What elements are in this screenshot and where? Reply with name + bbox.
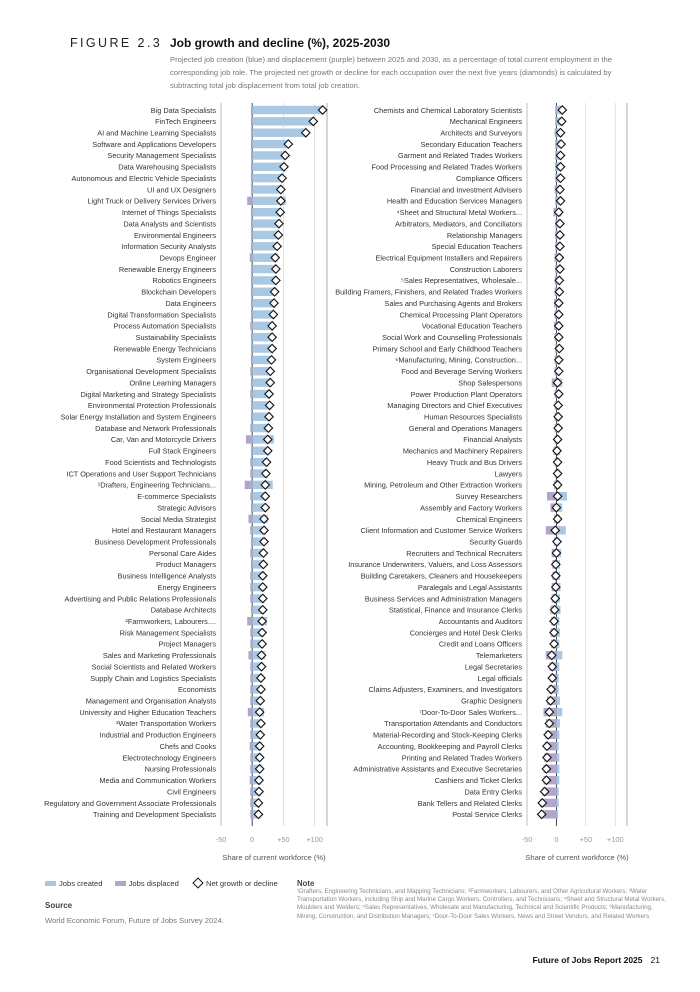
category-label: Data Engineers xyxy=(165,298,216,308)
category-label: Business Development Professionals xyxy=(94,537,216,547)
category-label: ¹Drafters, Engineering Technicians... xyxy=(97,480,216,490)
category-label: Training and Development Specialists xyxy=(92,810,216,820)
category-label: Statistical, Finance and Insurance Clerks xyxy=(388,605,522,615)
x-axis-label: Share of current workforce (%) xyxy=(525,853,629,862)
displaced-bar xyxy=(250,742,252,750)
category-label: Concierges and Hotel Desk Clerks xyxy=(409,628,522,638)
displaced-bar xyxy=(555,106,556,114)
created-bar xyxy=(556,697,560,705)
created-bar xyxy=(556,765,559,773)
displaced-bar xyxy=(250,765,252,773)
displaced-bar xyxy=(251,606,252,614)
category-label: Economists xyxy=(178,685,216,695)
category-label: Robotics Engineers xyxy=(152,276,216,286)
category-label: Civil Engineers xyxy=(167,787,216,797)
category-label: Process Automation Specialists xyxy=(113,321,216,331)
category-label: ICT Operations and User Support Technicians xyxy=(66,469,216,479)
category-label: Accounting, Bookkeeping and Payroll Clerks xyxy=(377,741,522,751)
displaced-bar xyxy=(250,628,252,636)
category-label: Blockchain Developers xyxy=(141,287,216,297)
figure-title: Job growth and decline (%), 2025-2030 xyxy=(170,36,391,50)
displaced-bar xyxy=(251,413,252,421)
displaced-bar xyxy=(245,481,252,489)
displaced-bar xyxy=(250,594,252,602)
displaced-bar xyxy=(251,299,252,307)
category-label: Graphic Designers xyxy=(461,696,522,706)
legend-created-swatch xyxy=(45,881,56,886)
legend-created-label: Jobs created xyxy=(59,878,103,888)
displaced-bar xyxy=(250,662,252,670)
category-label: Media and Communication Workers xyxy=(99,776,216,786)
category-label: Database and Network Professionals xyxy=(95,423,216,433)
displaced-bar xyxy=(250,572,252,580)
displaced-bar xyxy=(250,458,252,466)
category-label: Environmental Engineers xyxy=(133,230,216,240)
category-label: Building Framers, Finishers, and Related Trades Workers xyxy=(335,287,522,297)
category-label: Compliance Officers xyxy=(456,173,522,183)
displaced-bar xyxy=(251,140,252,148)
displaced-bar xyxy=(246,435,252,443)
category-label: Survey Researchers xyxy=(455,492,522,502)
category-label: Health and Education Services Managers xyxy=(386,196,522,206)
displaced-bar xyxy=(251,344,252,352)
category-label: Food and Beverage Serving Workers xyxy=(401,367,522,377)
displaced-bar xyxy=(555,117,556,125)
category-label: Renewable Energy Engineers xyxy=(118,264,216,274)
displaced-bar xyxy=(250,674,252,682)
legend-net-label: Net growth or decline xyxy=(205,878,278,888)
displaced-bar xyxy=(250,787,252,795)
category-label: Human Resources Specialists xyxy=(424,412,522,422)
category-label: Building Caretakers, Cleaners and Housekeepers xyxy=(360,571,522,581)
category-label: Transportation Attendants and Conductors xyxy=(384,719,522,729)
displaced-bar xyxy=(251,276,252,284)
category-label: Food Processing and Related Trades Workers xyxy=(371,162,522,172)
displaced-bar xyxy=(250,719,252,727)
category-label: Financial Analysts xyxy=(463,435,522,445)
category-label: University and Higher Education Teachers xyxy=(79,707,216,717)
category-label: Security Guards xyxy=(469,537,522,547)
displaced-bar xyxy=(250,685,252,693)
displaced-bar xyxy=(251,356,252,364)
category-label: System Engineers xyxy=(156,355,216,365)
created-bar xyxy=(556,685,558,693)
category-label: General and Operations Managers xyxy=(408,423,522,433)
category-label: ³Water Transportation Workers xyxy=(116,719,216,729)
displaced-bar xyxy=(251,333,252,341)
category-label: Online Learning Managers xyxy=(129,378,216,388)
category-label: Organisational Development Specialists xyxy=(86,367,216,377)
category-label: ⁵Sales Representatives, Wholesale... xyxy=(400,276,522,286)
displaced-bar xyxy=(250,367,252,375)
category-label: Industrial and Production Engineers xyxy=(99,730,216,740)
category-label: Cashiers and Ticket Clerks xyxy=(434,776,522,786)
x-tick-label: +100 xyxy=(606,835,624,844)
category-label: Bank Tellers and Related Clerks xyxy=(417,798,522,808)
displaced-bar xyxy=(250,549,252,557)
displaced-bar xyxy=(251,129,252,137)
created-bar xyxy=(556,799,558,807)
diamond-icon xyxy=(192,878,203,889)
figure-label: FIGURE 2.3 xyxy=(70,36,163,50)
category-label: Product Managers xyxy=(155,560,216,570)
category-label: ⁴Sheet and Structural Metal Workers... xyxy=(396,208,522,218)
category-label: Recruiters and Technical Recruiters xyxy=(406,548,522,558)
category-label: Devops Engineer xyxy=(159,253,216,263)
note-heading: Note xyxy=(297,879,315,888)
displaced-bar xyxy=(248,515,252,523)
displaced-bar xyxy=(250,753,252,761)
category-label: Primary School and Early Childhood Teachers xyxy=(372,344,522,354)
category-label: UI and UX Designers xyxy=(147,185,216,195)
displaced-bar xyxy=(250,776,252,784)
category-label: Strategic Advisors xyxy=(157,503,216,513)
category-label: Assembly and Factory Workers xyxy=(420,503,522,513)
category-label: Management and Organisation Analysts xyxy=(85,696,216,706)
created-bar xyxy=(252,106,324,114)
created-bar xyxy=(556,787,558,795)
category-label: Security Management Specialists xyxy=(107,151,216,161)
displaced-bar xyxy=(251,537,252,545)
displaced-bar xyxy=(250,526,252,534)
created-bar xyxy=(556,651,562,659)
displaced-bar xyxy=(250,253,252,261)
chart-legend xyxy=(45,878,288,888)
category-label: E-commerce Specialists xyxy=(137,492,216,502)
x-tick-label: 0 xyxy=(250,835,255,844)
category-label: Light Truck or Delivery Services Drivers xyxy=(87,196,216,206)
created-bar xyxy=(556,776,559,784)
displaced-bar xyxy=(250,799,252,807)
category-label: Telemarketers xyxy=(475,651,522,661)
category-label: Sales and Marketing Professionals xyxy=(102,651,216,661)
displaced-bar xyxy=(251,151,252,159)
category-label: Full Stack Engineers xyxy=(148,446,216,456)
category-label: Material-Recording and Stock-Keeping Clerks xyxy=(373,730,522,740)
category-label: ⁷Door-To-Door Sales Workers... xyxy=(419,707,522,717)
category-label: Credit and Loans Officers xyxy=(438,639,522,649)
report-title: Future of Jobs Report 2025 xyxy=(532,955,643,965)
category-label: Chemical Processing Plant Operators xyxy=(399,310,522,320)
category-label: Digital Transformation Specialists xyxy=(107,310,216,320)
category-label: Data Analysts and Scientists xyxy=(123,219,216,229)
displaced-bar xyxy=(247,617,252,625)
category-label: Internet of Things Specialists xyxy=(121,208,216,218)
legend-net xyxy=(191,878,278,888)
category-label: Heavy Truck and Bus Drivers xyxy=(426,457,522,467)
category-label: Mining, Petroleum and Other Extraction Workers xyxy=(364,480,522,490)
displaced-bar xyxy=(250,731,252,739)
source-heading: Source xyxy=(45,901,73,910)
category-label: AI and Machine Learning Specialists xyxy=(97,128,216,138)
x-tick-label: +50 xyxy=(277,835,290,844)
category-label: Project Managers xyxy=(158,639,216,649)
category-label: Environmental Protection Professionals xyxy=(87,401,216,411)
created-bar xyxy=(556,708,562,716)
category-label: Postal Service Clerks xyxy=(452,810,522,820)
displaced-bar xyxy=(248,708,252,716)
category-label: Mechanics and Machinery Repairers xyxy=(402,446,522,456)
x-tick-label: 0 xyxy=(554,835,559,844)
created-bar xyxy=(252,129,307,137)
created-bar xyxy=(556,810,558,818)
category-label: Food Scientists and Technologists xyxy=(105,457,216,467)
category-label: Administrative Assistants and Executive Secretaries xyxy=(353,764,522,774)
category-label: Claims Adjusters, Examiners, and Investigators xyxy=(368,685,522,695)
displaced-bar xyxy=(251,560,252,568)
displaced-bar xyxy=(251,242,252,250)
category-label: ²Farmworkers, Labourers.... xyxy=(125,617,216,626)
category-label: Power Production Plant Operators xyxy=(410,389,522,399)
legend-created xyxy=(45,878,102,888)
displaced-bar xyxy=(251,117,252,125)
category-label: Autonomous and Electric Vehicle Specialists xyxy=(71,173,216,183)
displaced-bar xyxy=(250,492,252,500)
category-label: Business Services and Administration Managers xyxy=(364,594,522,604)
displaced-bar xyxy=(248,651,252,659)
category-label: Garment and Related Trades Workers xyxy=(398,151,522,161)
category-label: Shop Salespersons xyxy=(458,378,522,388)
category-label: Arbitrators, Mediators, and Conciliators xyxy=(395,219,522,229)
displaced-bar xyxy=(250,640,252,648)
category-label: Sales and Purchasing Agents and Brokers xyxy=(384,298,522,308)
displaced-bar xyxy=(251,378,252,386)
category-label: Hotel and Restaurant Managers xyxy=(111,526,216,536)
category-label: Insurance Underwriters, Valuers, and Loss Assessors xyxy=(348,560,522,570)
category-label: Risk Management Specialists xyxy=(119,628,216,638)
category-label: Digital Marketing and Strategy Specialists xyxy=(80,389,216,399)
legend-displaced-label: Jobs displaced xyxy=(128,878,179,888)
x-tick-label: -50 xyxy=(215,835,227,844)
category-label: Information Security Analysts xyxy=(121,242,216,252)
figure-subtitle: Projected job creation (blue) and displacement (purple) between 2025 and 2030, as a percentage of total current employment in the corresponding job role. The projected net growth or decline for each occupation over the next five years (diamonds) is calculated by subtracting total job displacement from total job creation. xyxy=(170,55,612,90)
displaced-bar xyxy=(251,288,252,296)
category-label: Chefs and Cooks xyxy=(159,741,216,751)
category-label: Vocational Education Teachers xyxy=(421,321,522,331)
displaced-bar xyxy=(250,322,252,330)
category-label: Legal officials xyxy=(477,673,522,683)
category-label: Energy Engineers xyxy=(157,582,216,592)
category-label: Renewable Energy Technicians xyxy=(113,344,216,354)
category-label: Sustainability Specialists xyxy=(135,333,216,342)
displaced-bar xyxy=(251,231,252,239)
category-label: ⁶Manufacturing, Mining, Construction... xyxy=(395,355,522,365)
category-label: Lawyers xyxy=(494,469,522,479)
category-label: Social Media Strategist xyxy=(140,514,216,524)
category-label: Financial and Investment Advisers xyxy=(410,185,522,195)
page-footer xyxy=(532,955,660,965)
displaced-bar xyxy=(251,208,252,216)
displaced-bar xyxy=(247,197,252,205)
displaced-bar xyxy=(250,424,252,432)
created-bar xyxy=(252,117,314,125)
category-label: Electrical Equipment Installers and Repairers xyxy=(375,253,522,263)
category-label: Client Information and Customer Service Workers xyxy=(360,526,522,536)
category-label: Social Work and Counselling Professionals xyxy=(382,333,522,342)
displaced-bar xyxy=(251,185,252,193)
legend-displaced xyxy=(115,878,179,888)
x-axis-label: Share of current workforce (%) xyxy=(222,853,326,862)
legend-displaced-swatch xyxy=(115,881,126,886)
x-tick-label: -50 xyxy=(521,835,533,844)
displaced-bar xyxy=(251,174,252,182)
category-label: Regulatory and Government Associate Professionals xyxy=(44,798,216,808)
created-bar xyxy=(556,719,560,727)
displaced-bar xyxy=(251,106,252,114)
created-bar xyxy=(556,753,559,761)
category-label: Relationship Managers xyxy=(446,230,522,240)
displaced-bar xyxy=(251,265,252,273)
category-label: Paralegals and Legal Assistants xyxy=(417,582,522,592)
source-text: World Economic Forum, Future of Jobs Survey 2024. xyxy=(45,916,224,925)
displaced-bar xyxy=(250,810,252,818)
category-label: Electrotechnology Engineers xyxy=(122,753,216,763)
category-label: Data Entry Clerks xyxy=(464,787,522,797)
category-label: Software and Applications Developers xyxy=(92,139,216,149)
category-label: Car, Van and Motorcycle Drivers xyxy=(110,435,216,445)
displaced-bar xyxy=(251,310,252,318)
x-tick-label: +50 xyxy=(579,835,593,844)
displaced-bar xyxy=(251,219,252,227)
category-label: Data Warehousing Specialists xyxy=(118,162,216,172)
category-label: Business Intelligence Analysts xyxy=(117,571,216,581)
category-label: Secondary Education Teachers xyxy=(420,139,522,149)
category-label: Advertising and Public Relations Professionals xyxy=(64,594,216,604)
category-label: Special Education Teachers xyxy=(431,242,522,252)
category-label: Construction Laborers xyxy=(449,264,522,274)
category-label: Legal Secretaries xyxy=(464,662,522,672)
displaced-bar xyxy=(251,401,252,409)
category-label: Managing Directors and Chief Executives xyxy=(387,401,522,411)
category-label: Database Architects xyxy=(150,605,216,615)
page-number: 21 xyxy=(650,955,660,965)
created-bar xyxy=(556,742,558,750)
category-label: Accountants and Auditors xyxy=(438,617,522,626)
displaced-bar xyxy=(251,163,252,171)
displaced-bar xyxy=(250,697,252,705)
displaced-bar xyxy=(251,503,252,511)
displaced-bar xyxy=(250,583,252,591)
category-label: Printing and Related Trades Workers xyxy=(401,753,522,763)
displaced-bar xyxy=(250,390,252,398)
category-label: FinTech Engineers xyxy=(155,117,216,127)
x-tick-label: +100 xyxy=(306,835,323,844)
category-label: Mechanical Engineers xyxy=(449,117,522,127)
category-label: Architects and Surveyors xyxy=(440,128,522,138)
note-text: ¹Drafters, Engineering Technicians, and Mapping Technicians; ²Farmworkers, Labourers, and Other Agricultural Workers; ³Water Transportation Workers, including Ship and Marine Cargo Workers, Controllers, and Technicians; ⁴Sheet and Structural Metal Workers, Moulders and Welders; ⁵Sales Representatives, Wholesale and Manufacturing, Technical and Scientific Products; ⁶Manufacturing, Mining, Construction, and Distribution Managers; ⁷Door-To-Door Sales Workers, News and Street Vendors, and Related Workers xyxy=(297,888,666,920)
category-label: Social Scientists and Related Workers xyxy=(91,662,216,672)
displaced-bar xyxy=(251,447,252,455)
category-label: Chemists and Chemical Laboratory Scientists xyxy=(373,105,522,115)
displaced-bar xyxy=(250,469,252,477)
created-bar xyxy=(556,731,559,739)
category-label: Solar Energy Installation and System Engineers xyxy=(60,412,216,422)
category-label: Big Data Specialists xyxy=(150,105,216,115)
category-label: Nursing Professionals xyxy=(144,764,216,774)
category-label: Personal Care Aides xyxy=(149,548,216,558)
category-label: Chemical Engineers xyxy=(456,514,522,524)
category-label: Supply Chain and Logistics Specialists xyxy=(90,673,216,683)
